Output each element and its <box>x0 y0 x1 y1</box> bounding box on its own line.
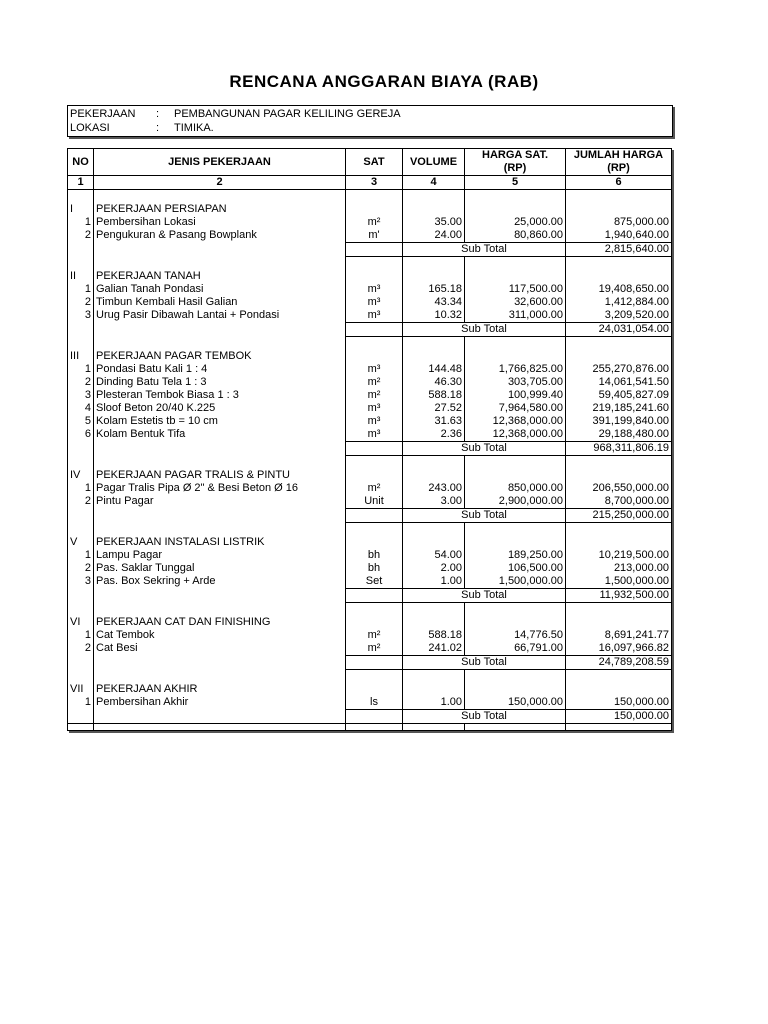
subtotal-label: Sub Total <box>403 589 566 603</box>
item-unit-price: 7,964,580.00 <box>465 402 566 415</box>
spacer-row <box>68 724 672 731</box>
item-volume: 2.00 <box>403 562 465 575</box>
item-total: 14,061,541.50 <box>566 376 672 389</box>
section-number: IV <box>68 469 94 482</box>
item-number: 1 <box>68 482 94 495</box>
header-harga-line2: (RP) <box>503 162 527 174</box>
subtotal-value: 150,000.00 <box>566 710 672 724</box>
table-row <box>68 562 672 575</box>
item-volume: 24.00 <box>403 229 465 243</box>
section-title: PEKERJAAN PAGAR TRALIS & PINTU <box>94 469 346 482</box>
item-unit-price: 25,000.00 <box>465 216 566 229</box>
item-total: 391,199,840.00 <box>566 415 672 428</box>
item-total: 255,270,876.00 <box>566 363 672 376</box>
subtotal-row <box>68 656 672 670</box>
item-number: 4 <box>68 402 94 415</box>
column-number: 2 <box>94 176 346 190</box>
item-volume: 2.36 <box>403 428 465 442</box>
item-name: Sloof Beton 20/40 K.225 <box>94 402 346 415</box>
section-row <box>68 536 672 549</box>
table-row <box>68 428 672 442</box>
table-row <box>68 696 672 710</box>
item-volume: 27.52 <box>403 402 465 415</box>
item-unit-price: 66,791.00 <box>465 642 566 656</box>
item-total: 206,550,000.00 <box>566 482 672 495</box>
item-volume: 35.00 <box>403 216 465 229</box>
header-harga <box>465 149 566 176</box>
column-number: 4 <box>403 176 465 190</box>
item-number: 2 <box>68 495 94 509</box>
item-unit-price: 1,766,825.00 <box>465 363 566 376</box>
item-unit: m² <box>346 482 403 495</box>
subtotal-value: 11,932,500.00 <box>566 589 672 603</box>
item-unit-price: 117,500.00 <box>465 283 566 296</box>
item-unit: m³ <box>346 428 403 442</box>
item-name: Kolam Estetis tb = 10 cm <box>94 415 346 428</box>
table-row <box>68 415 672 428</box>
item-unit-price: 14,776.50 <box>465 629 566 642</box>
item-unit-price: 303,705.00 <box>465 376 566 389</box>
item-unit: m³ <box>346 415 403 428</box>
item-volume: 144.48 <box>403 363 465 376</box>
item-unit-price: 32,600.00 <box>465 296 566 309</box>
subtotal-label: Sub Total <box>403 656 566 670</box>
subtotal-row <box>68 243 672 257</box>
item-unit: m² <box>346 389 403 402</box>
item-total: 8,700,000.00 <box>566 495 672 509</box>
table-row <box>68 629 672 642</box>
column-number-row <box>68 176 672 190</box>
item-name: Plesteran Tembok Biasa 1 : 3 <box>94 389 346 402</box>
item-unit-price: 311,000.00 <box>465 309 566 323</box>
column-number: 3 <box>346 176 403 190</box>
subtotal-value: 24,789,208.59 <box>566 656 672 670</box>
page-title: RENCANA ANGGARAN BIAYA (RAB) <box>229 72 539 91</box>
info-value: PEMBANGUNAN PAGAR KELILING GEREJA <box>174 108 401 120</box>
table-row <box>68 216 672 229</box>
item-number: 1 <box>68 629 94 642</box>
item-number: 3 <box>68 309 94 323</box>
item-number: 2 <box>68 562 94 575</box>
item-unit-price: 100,999.40 <box>465 389 566 402</box>
table-row <box>68 296 672 309</box>
item-volume: 3.00 <box>403 495 465 509</box>
item-unit: bh <box>346 549 403 562</box>
item-unit: m' <box>346 229 403 243</box>
table-row <box>68 309 672 323</box>
table-row <box>68 229 672 243</box>
item-name: Pembersihan Lokasi <box>94 216 346 229</box>
item-unit: m² <box>346 376 403 389</box>
item-name: Timbun Kembali Hasil Galian <box>94 296 346 309</box>
item-volume: 241.02 <box>403 642 465 656</box>
item-total: 213,000.00 <box>566 562 672 575</box>
header-no: NO <box>68 149 94 176</box>
item-unit-price: 12,368,000.00 <box>465 415 566 428</box>
item-name: Dinding Batu Tela 1 : 3 <box>94 376 346 389</box>
item-unit: m³ <box>346 283 403 296</box>
header-sat: SAT <box>346 149 403 176</box>
subtotal-label: Sub Total <box>403 710 566 724</box>
section-number: V <box>68 536 94 549</box>
item-name: Pondasi Batu Kali 1 : 4 <box>94 363 346 376</box>
item-number: 2 <box>68 642 94 656</box>
subtotal-label: Sub Total <box>403 509 566 523</box>
info-key: PEKERJAAN <box>70 108 136 120</box>
column-number: 6 <box>566 176 672 190</box>
subtotal-label: Sub Total <box>403 323 566 337</box>
item-name: Urug Pasir Dibawah Lantai + Pondasi <box>94 309 346 323</box>
item-unit: ls <box>346 696 403 710</box>
subtotal-row <box>68 589 672 603</box>
info-value: TIMIKA. <box>174 122 214 134</box>
section-title: PEKERJAAN TANAH <box>94 270 346 283</box>
item-name: Lampu Pagar <box>94 549 346 562</box>
item-name: Pagar Tralis Pipa Ø 2" & Besi Beton Ø 16 <box>94 482 346 495</box>
info-colon: : <box>156 122 160 134</box>
item-name: Cat Tembok <box>94 629 346 642</box>
item-volume: 54.00 <box>403 549 465 562</box>
section-number: III <box>68 350 94 363</box>
item-unit-price: 12,368,000.00 <box>465 428 566 442</box>
item-name: Pintu Pagar <box>94 495 346 509</box>
section-number: II <box>68 270 94 283</box>
item-unit: m³ <box>346 296 403 309</box>
item-number: 1 <box>68 283 94 296</box>
table-row <box>68 389 672 402</box>
item-number: 2 <box>68 376 94 389</box>
table-row <box>68 283 672 296</box>
item-number: 3 <box>68 389 94 402</box>
section-number: I <box>68 203 94 216</box>
item-unit-price: 2,900,000.00 <box>465 495 566 509</box>
item-volume: 588.18 <box>403 389 465 402</box>
table-row <box>68 482 672 495</box>
section-row <box>68 350 672 363</box>
table-row <box>68 575 672 589</box>
header-jenis: JENIS PEKERJAAN <box>94 149 346 176</box>
item-number: 1 <box>68 363 94 376</box>
item-name: Kolam Bentuk Tifa <box>94 428 346 442</box>
item-volume: 243.00 <box>403 482 465 495</box>
item-volume: 43.34 <box>403 296 465 309</box>
item-unit-price: 1,500,000.00 <box>465 575 566 589</box>
item-name: Galian Tanah Pondasi <box>94 283 346 296</box>
item-total: 3,209,520.00 <box>566 309 672 323</box>
item-volume: 1.00 <box>403 575 465 589</box>
item-total: 8,691,241.77 <box>566 629 672 642</box>
item-name: Pengukuran & Pasang Bowplank <box>94 229 346 243</box>
item-unit-price: 106,500.00 <box>465 562 566 575</box>
item-total: 19,408,650.00 <box>566 283 672 296</box>
item-volume: 1.00 <box>403 696 465 710</box>
item-total: 1,500,000.00 <box>566 575 672 589</box>
spacer-row <box>68 337 672 351</box>
item-number: 6 <box>68 428 94 442</box>
item-number: 1 <box>68 216 94 229</box>
table-row <box>68 363 672 376</box>
item-volume: 46.30 <box>403 376 465 389</box>
item-unit-price: 150,000.00 <box>465 696 566 710</box>
item-unit-price: 80,860.00 <box>465 229 566 243</box>
item-name: Cat Besi <box>94 642 346 656</box>
item-name: Pas. Saklar Tunggal <box>94 562 346 575</box>
item-number: 1 <box>68 696 94 710</box>
spacer-row <box>68 456 672 470</box>
item-total: 16,097,966.82 <box>566 642 672 656</box>
spacer-row <box>68 523 672 537</box>
table-row <box>68 642 672 656</box>
item-volume: 588.18 <box>403 629 465 642</box>
section-title: PEKERJAAN CAT DAN FINISHING <box>94 616 346 629</box>
header-jumlah-line1: JUMLAH HARGA <box>573 149 664 161</box>
item-unit: Set <box>346 575 403 589</box>
item-number: 2 <box>68 296 94 309</box>
table-header-row <box>68 149 672 176</box>
subtotal-value: 968,311,806.19 <box>566 442 672 456</box>
header-harga-line1: HARGA SAT. <box>482 149 548 161</box>
item-unit: bh <box>346 562 403 575</box>
section-row <box>68 469 672 482</box>
rab-table <box>67 148 672 731</box>
section-number: VII <box>68 683 94 696</box>
item-unit: m³ <box>346 402 403 415</box>
item-total: 219,185,241.60 <box>566 402 672 415</box>
item-total: 1,940,640.00 <box>566 229 672 243</box>
section-row <box>68 616 672 629</box>
item-name: Pembersihan Akhir <box>94 696 346 710</box>
subtotal-label: Sub Total <box>403 442 566 456</box>
item-total: 1,412,884.00 <box>566 296 672 309</box>
section-title: PEKERJAAN AKHIR <box>94 683 346 696</box>
info-key: LOKASI <box>70 122 110 134</box>
item-total: 150,000.00 <box>566 696 672 710</box>
table-row <box>68 402 672 415</box>
table-row <box>68 549 672 562</box>
item-unit: m² <box>346 642 403 656</box>
subtotal-label: Sub Total <box>403 243 566 257</box>
subtotal-value: 2,815,640.00 <box>566 243 672 257</box>
section-number: VI <box>68 616 94 629</box>
header-jumlah-line2: (RP) <box>607 162 630 174</box>
item-total: 10,219,500.00 <box>566 549 672 562</box>
section-title: PEKERJAAN PAGAR TEMBOK <box>94 350 346 363</box>
item-number: 5 <box>68 415 94 428</box>
table-row <box>68 495 672 509</box>
item-unit-price: 189,250.00 <box>465 549 566 562</box>
item-unit: m³ <box>346 363 403 376</box>
item-unit: m² <box>346 216 403 229</box>
header-volume: VOLUME <box>403 149 465 176</box>
item-unit: m³ <box>346 309 403 323</box>
spacer-row <box>68 257 672 271</box>
section-title: PEKERJAAN PERSIAPAN <box>94 203 346 216</box>
item-unit-price: 850,000.00 <box>465 482 566 495</box>
subtotal-row <box>68 442 672 456</box>
subtotal-row <box>68 710 672 724</box>
spacer-row <box>68 670 672 684</box>
item-total: 59,405,827.09 <box>566 389 672 402</box>
table-row <box>68 376 672 389</box>
item-total: 875,000.00 <box>566 216 672 229</box>
item-number: 2 <box>68 229 94 243</box>
subtotal-row <box>68 323 672 337</box>
section-row <box>68 203 672 216</box>
item-unit: Unit <box>346 495 403 509</box>
item-total: 29,188,480.00 <box>566 428 672 442</box>
item-volume: 31.63 <box>403 415 465 428</box>
item-number: 3 <box>68 575 94 589</box>
column-number: 1 <box>68 176 94 190</box>
section-title: PEKERJAAN INSTALASI LISTRIK <box>94 536 346 549</box>
project-info-box <box>67 105 673 137</box>
item-volume: 10.32 <box>403 309 465 323</box>
item-number: 1 <box>68 549 94 562</box>
info-colon: : <box>156 108 160 120</box>
subtotal-row <box>68 509 672 523</box>
subtotal-value: 24,031,054.00 <box>566 323 672 337</box>
rab-table-body <box>68 190 672 731</box>
section-row <box>68 683 672 696</box>
section-row <box>68 270 672 283</box>
header-jumlah <box>566 149 672 176</box>
subtotal-value: 215,250,000.00 <box>566 509 672 523</box>
spacer-row <box>68 190 672 204</box>
item-unit: m² <box>346 629 403 642</box>
spacer-row <box>68 603 672 617</box>
item-name: Pas. Box Sekring + Arde <box>94 575 346 589</box>
item-volume: 165.18 <box>403 283 465 296</box>
column-number: 5 <box>465 176 566 190</box>
